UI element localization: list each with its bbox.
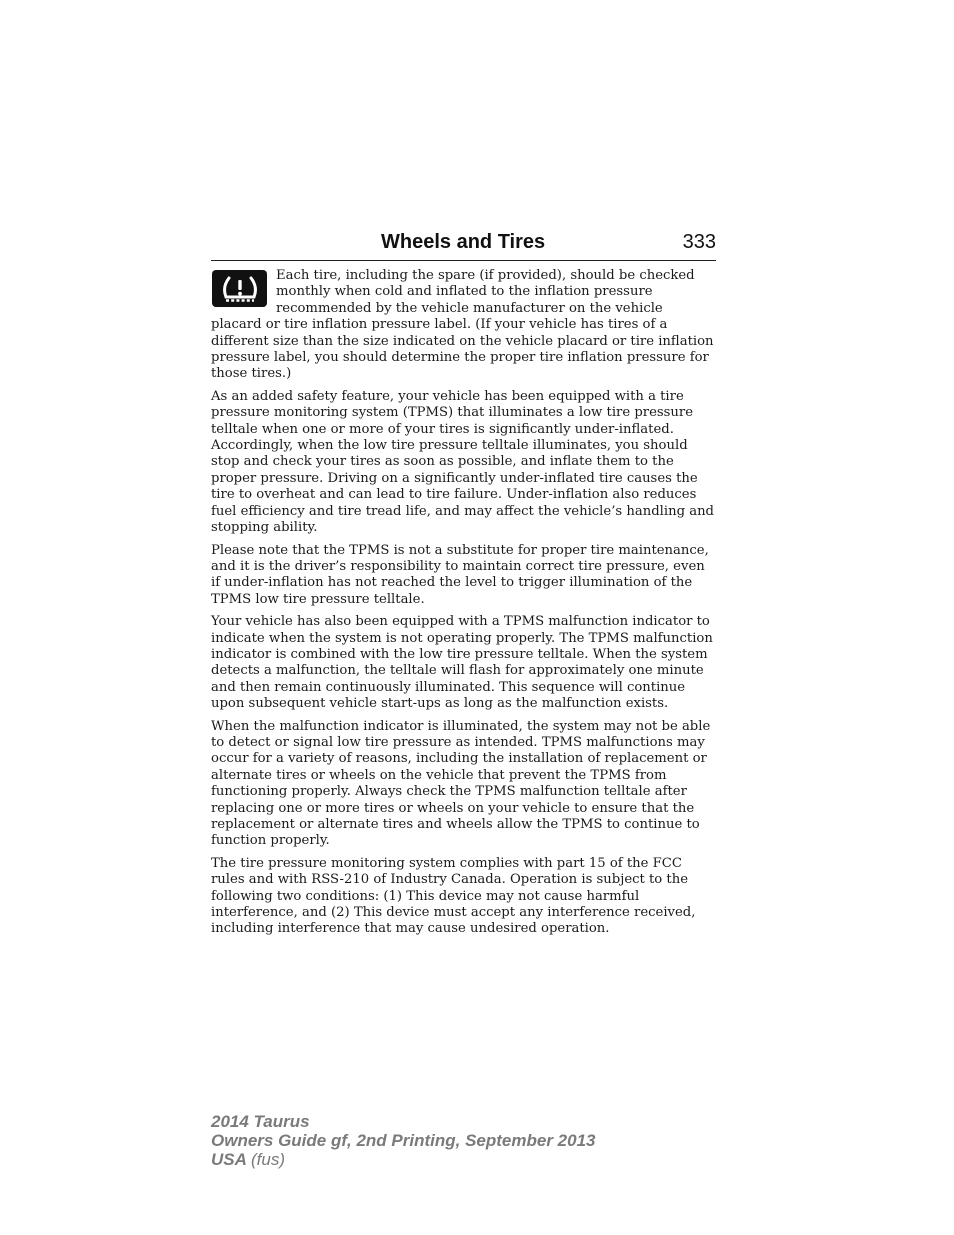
paragraph-tire-check: [211, 268, 717, 383]
paragraph-fcc-compliance: The tire pressure monitoring system complies with part 15 of the FCC rules and with RSS-210 of Industry Canada. Operation is subject to the following two conditions: (1) This device may not cause harmful interference, and (2) This device must accept any interference received, including interference that may cause undesired operation.: [211, 855, 696, 937]
footer-region: [211, 1150, 595, 1169]
paragraph-malfunction-illuminated: When the malfunction indicator is illuminated, the system may not be able to detect or signal low tire pressure as intended. TPMS malfunctions may occur for a variety of reasons, including the installation of replacement or alternate tires or wheels on the vehicle that prevent the TPMS from functioning properly. Always check the TPMS malfunction telltale after replacing one or more tires or wheels on your vehicle to ensure that the replacement or alternate tires and wheels allow the TPMS to continue to function properly.: [211, 718, 711, 849]
section-title: Wheels and Tires: [381, 231, 546, 253]
tire-pressure-warning-icon: [212, 270, 267, 307]
paragraph-safety-feature: As an added safety feature, your vehicle has been equipped with a tire pressure monitoring system (TPMS) that illuminates a low tire pressure telltale when one or more of your tires is significantly under-inflated. Accordingly, when the low tire pressure telltale illuminates, you should stop and check your tires as soon as possible, and inflate them to the proper pressure. Driving on a significantly under-inflated tire causes the tire to overheat and can lead to tire failure. Under-inflation also reduces fuel efficiency and tire tread life, and may affect the vehicle’s handling and stopping ability.: [211, 388, 714, 536]
page-footer: [211, 1112, 595, 1169]
page-number: 333: [682, 231, 716, 253]
paragraph-tpms-note: Please note that the TPMS is not a substitute for proper tire maintenance, and it is the driver’s responsibility to maintain correct tire pressure, even if under-inflation has not reached the level to trigger illumination of the TPMS low tire pressure telltale.: [211, 542, 709, 607]
page-header: [211, 228, 716, 261]
footer-guide-info: Owners Guide gf, 2nd Printing, September 2013: [211, 1131, 596, 1150]
footer-region-code: (fus): [251, 1150, 285, 1169]
page-body: [211, 268, 717, 944]
footer-model: 2014 Taurus: [211, 1112, 310, 1131]
paragraph-malfunction-indicator: Your vehicle has also been equipped with a TPMS malfunction indicator to indicate when the system is not operating properly. The TPMS malfunction indicator is combined with the low tire pressure telltale. When the system detects a malfunction, the telltale will flash for approximately one minute and then remain continuously illuminated. This sequence will continue upon subsequent vehicle start-ups as long as the malfunction exists.: [211, 614, 713, 712]
footer-country: USA: [211, 1150, 247, 1169]
paragraph-text: Each tire, including the spare (if provided), should be checked monthly when cold and inflated to the inflation pressure recommended by the vehicle manufacturer on the vehicle placard or tire inflation pressure label. (If your vehicle has tires of a different size than the size indicated on the vehicle placard or tire inflation pressure label, you should determine the proper tire inflation pressure for those tires.): [211, 268, 714, 382]
